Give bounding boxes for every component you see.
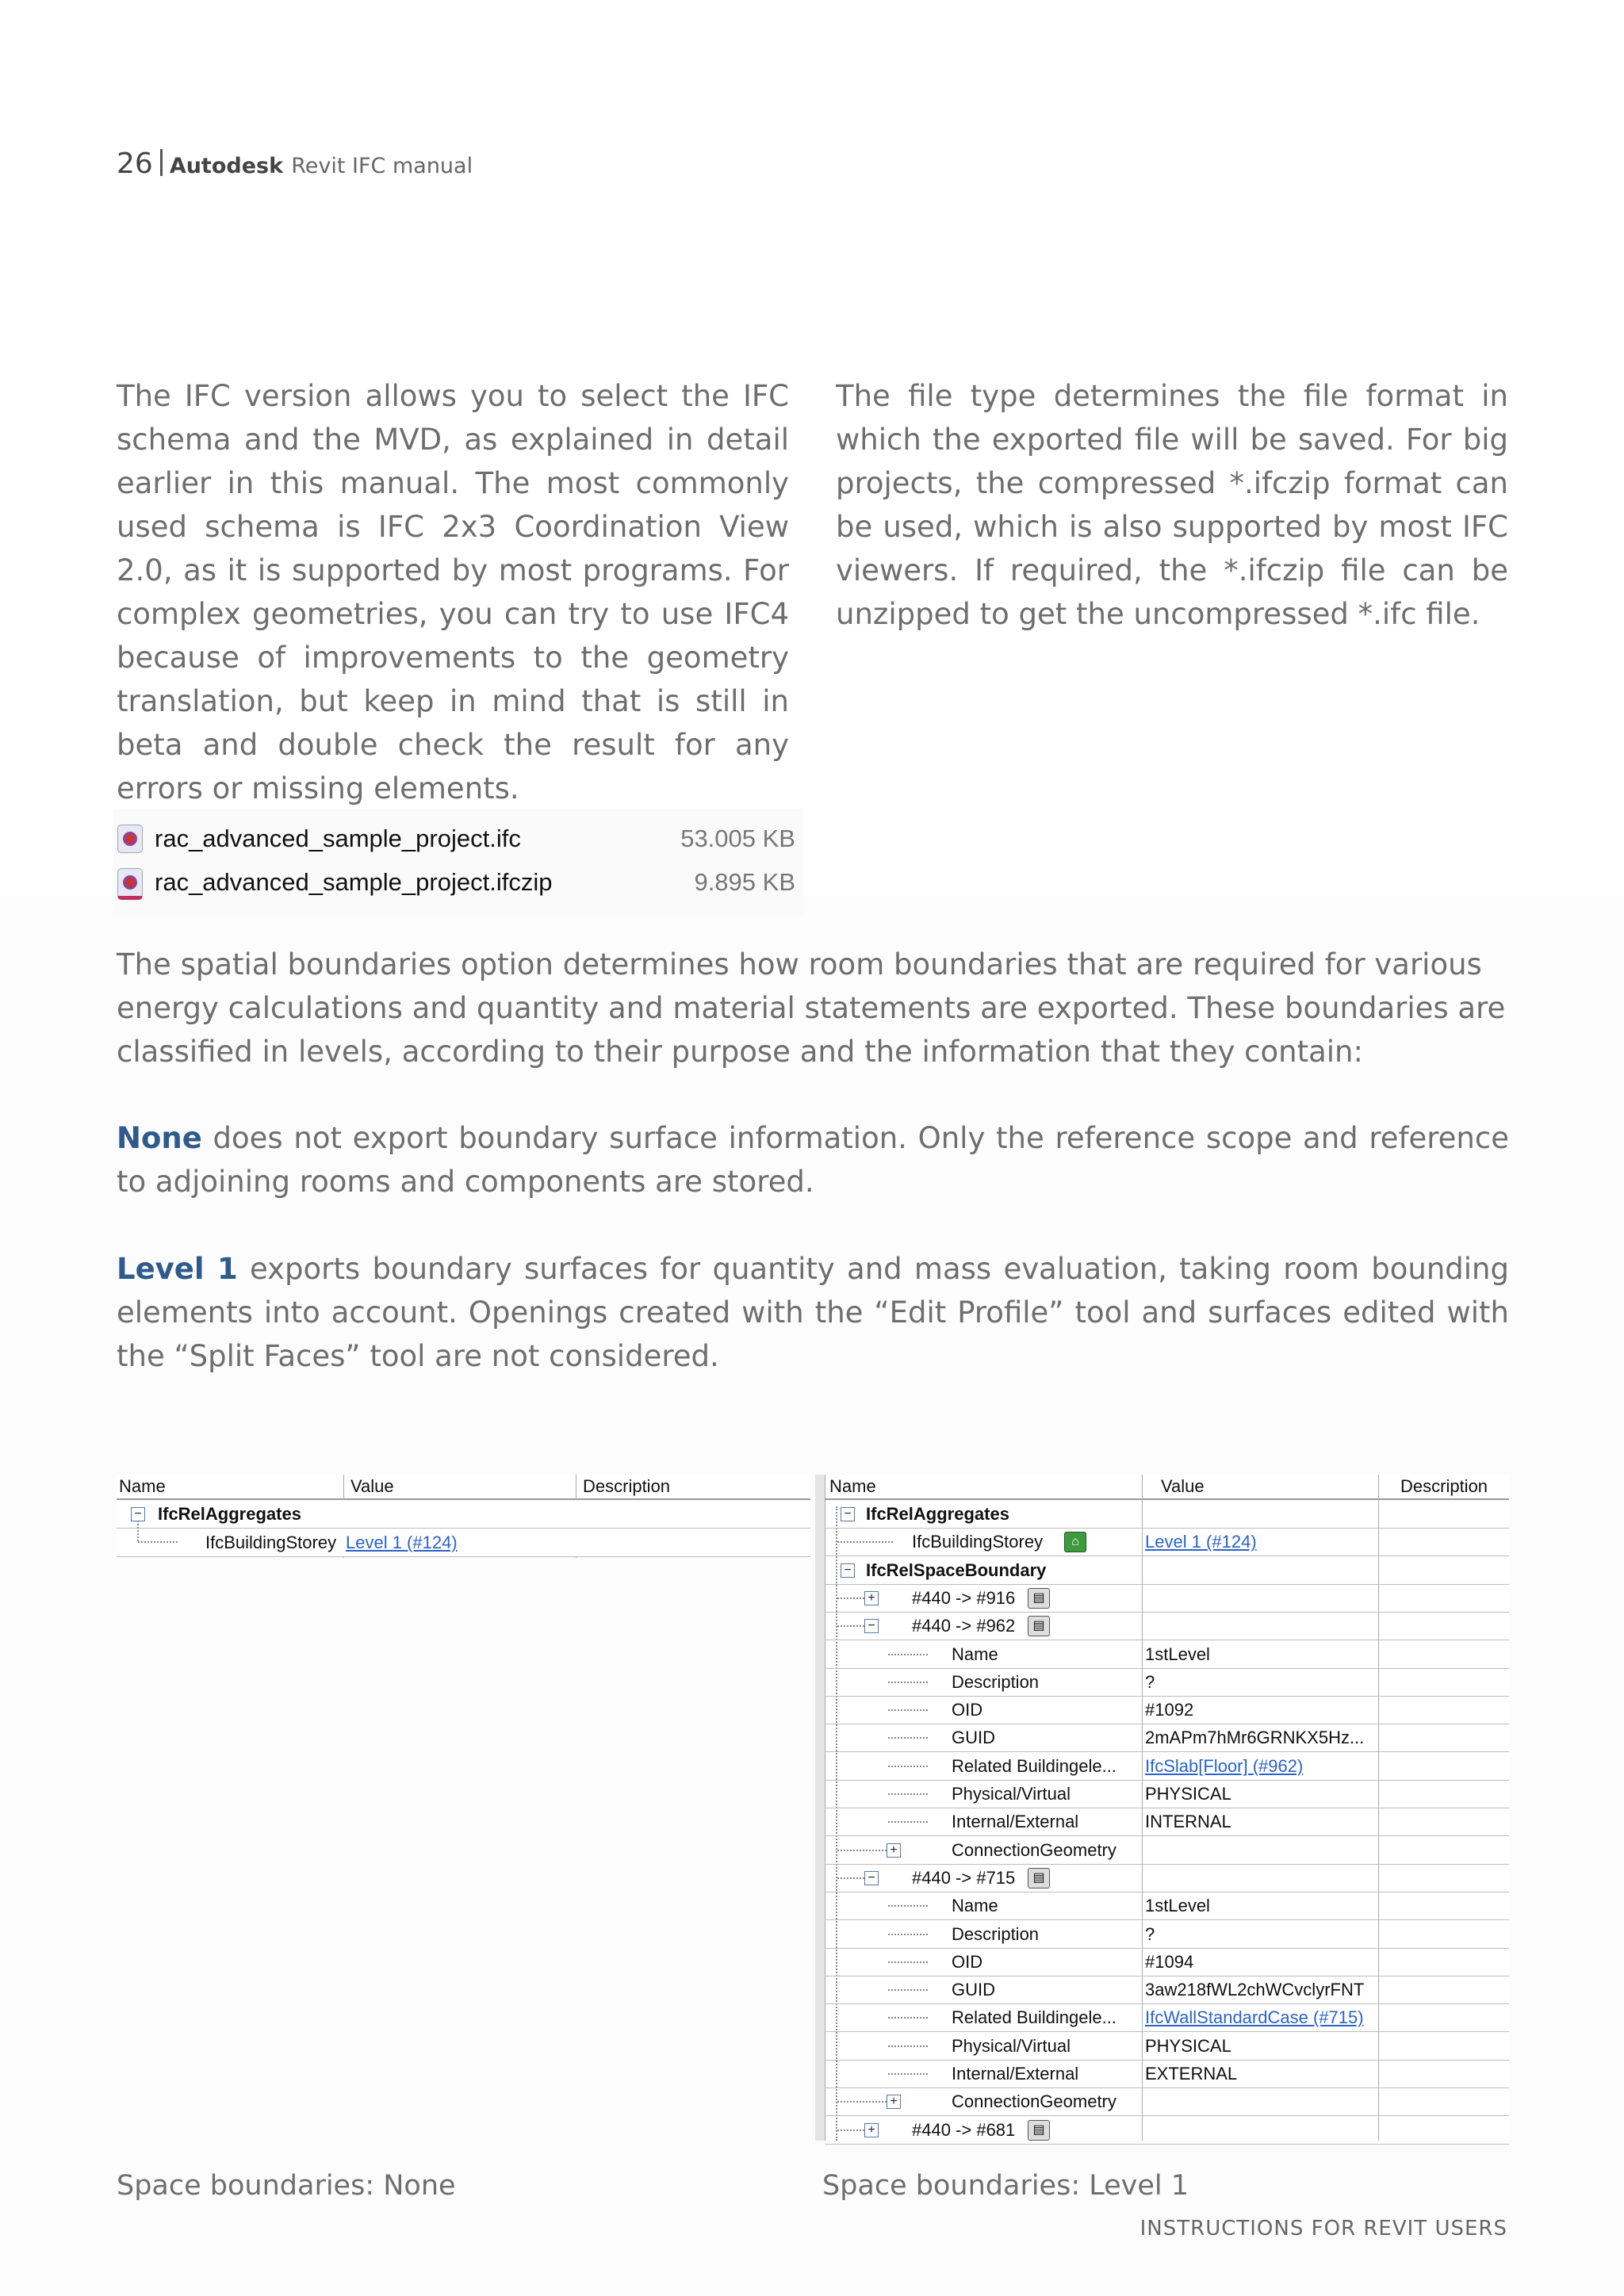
- file-name: rac_advanced_sample_project.ifc: [155, 825, 521, 852]
- header-title: Revit IFC manual: [291, 154, 473, 178]
- table-row[interactable]: [825, 2116, 1509, 2145]
- row-name: Description: [952, 1923, 1040, 1944]
- row-name: Name: [952, 1644, 998, 1664]
- expand-icon[interactable]: +: [864, 2123, 879, 2137]
- page-header: [117, 147, 473, 180]
- collapse-icon[interactable]: −: [841, 1507, 855, 1521]
- tree-line: [888, 1905, 928, 1907]
- row-name: IfcRelAggregates: [866, 1504, 1009, 1524]
- file-size: 53.005 KB: [680, 825, 795, 852]
- tree-line: [888, 1821, 928, 1823]
- row-name: Physical/Virtual: [952, 1784, 1071, 1804]
- tree-line: [138, 1541, 178, 1543]
- level1-keyword: Level 1: [117, 1252, 238, 1286]
- row-name: #440 -> #962: [912, 1616, 1016, 1636]
- row-value-link[interactable]: IfcSlab[Floor] (#962): [1145, 1755, 1304, 1776]
- boundary-icon: ▤: [1028, 2120, 1050, 2141]
- page-footer: INSTRUCTIONS FOR REVIT USERS: [1139, 2217, 1507, 2241]
- boundary-icon: ▤: [1028, 1868, 1050, 1888]
- row-value: INTERNAL: [1145, 1812, 1231, 1832]
- row-name: OID: [952, 1700, 983, 1720]
- table-row[interactable]: [825, 1836, 1509, 1865]
- row-value: PHYSICAL: [1145, 1784, 1231, 1804]
- none-paragraph: [117, 1116, 1509, 1203]
- collapse-icon[interactable]: −: [864, 1871, 879, 1885]
- tree-line: [137, 1521, 139, 1541]
- table-row[interactable]: [825, 1724, 1509, 1752]
- header-value[interactable]: Value: [1161, 1476, 1205, 1496]
- row-name: Related Buildingele...: [952, 2007, 1116, 2028]
- row-name: GUID: [952, 1728, 995, 1748]
- property-table-level1: [815, 1475, 1509, 2141]
- header-brand: Autodesk: [169, 154, 284, 178]
- tree-line: [837, 1850, 887, 1851]
- row-name: GUID: [952, 1980, 995, 2000]
- tree-line: [888, 1654, 928, 1655]
- row-value: #1092: [1145, 1700, 1194, 1720]
- row-value: 1stLevel: [1145, 1644, 1210, 1664]
- tree-line: [888, 2073, 928, 2075]
- file-size: 9.895 KB: [694, 868, 795, 896]
- row-name: ConnectionGeometry: [952, 2091, 1116, 2112]
- header-name[interactable]: Name: [829, 1476, 876, 1496]
- row-name: IfcRelSpaceBoundary: [866, 1559, 1047, 1580]
- table-row[interactable]: [825, 1920, 1509, 1949]
- table-row[interactable]: [825, 2032, 1509, 2061]
- header-value[interactable]: Value: [350, 1476, 394, 1496]
- expand-icon[interactable]: +: [864, 1591, 879, 1605]
- table-row[interactable]: [825, 1780, 1509, 1808]
- row-name: #440 -> #681: [912, 2119, 1016, 2140]
- table-row[interactable]: [825, 1528, 1509, 1556]
- tree-line: [837, 1598, 864, 1599]
- table-row[interactable]: [825, 1752, 1509, 1781]
- row-value: ?: [1145, 1923, 1155, 1944]
- table-row[interactable]: [825, 1892, 1509, 1920]
- header-separator: [160, 149, 163, 176]
- row-name: IfcBuildingStorey: [205, 1533, 337, 1552]
- tree-line: [888, 1709, 928, 1711]
- table-row[interactable]: [825, 1696, 1509, 1724]
- tree-line: [888, 1682, 928, 1683]
- row-value: 2mAPm7hMr6GRNKX5Hz...: [1145, 1728, 1365, 1748]
- row-value: ?: [1145, 1671, 1155, 1692]
- row-name: IfcRelAggregates: [158, 1504, 301, 1524]
- row-value-link[interactable]: Level 1 (#124): [346, 1533, 458, 1552]
- none-keyword: None: [117, 1121, 202, 1155]
- file-row-ifczip[interactable]: [113, 862, 795, 903]
- table-row[interactable]: [825, 1668, 1509, 1697]
- tree-line: [888, 2045, 928, 2047]
- spatial-boundaries-paragraph: The spatial boundaries option determines how room boundaries that are required for various energy calculations and quantity and material statements are exported. These boundaries are classified in levels, according to their purpose and the information that they contain:: [117, 947, 1506, 1069]
- tree-line: [888, 1989, 928, 1991]
- header-description[interactable]: Description: [1400, 1476, 1488, 1496]
- level1-paragraph: [117, 1247, 1509, 1378]
- table-row[interactable]: [825, 1584, 1509, 1613]
- file-type-paragraph: The file type determines the file format in which the exported file will be saved. For big projects, the compressed *.ifczip format can be used, which is also supported by most IFC viewers. If required, the *.ifczip file can be unzipped to get the uncompressed *.ifc file.: [836, 379, 1508, 631]
- header-description[interactable]: Description: [583, 1476, 671, 1496]
- table-row[interactable]: [825, 2060, 1509, 2088]
- page-number: 26: [117, 147, 153, 180]
- table-row[interactable]: [825, 1640, 1509, 1669]
- row-value: EXTERNAL: [1145, 2064, 1238, 2084]
- row-name: #440 -> #715: [912, 1867, 1016, 1888]
- table-row[interactable]: [825, 2087, 1509, 2116]
- tree-line: [837, 2101, 887, 2103]
- tree-line: [888, 1766, 928, 1767]
- expand-icon[interactable]: +: [887, 2095, 901, 2109]
- tree-line: [837, 1877, 864, 1879]
- collapse-icon[interactable]: −: [841, 1563, 855, 1578]
- row-value: #1094: [1145, 1951, 1194, 1972]
- table-row[interactable]: [117, 1529, 810, 1557]
- tree-line: [888, 1793, 928, 1795]
- table-row[interactable]: [825, 1948, 1509, 1976]
- expand-icon[interactable]: +: [887, 1843, 901, 1858]
- tree-line: [837, 1625, 864, 1627]
- row-value: 3aw218fWL2chWCvclyrFNT: [1145, 1980, 1365, 2000]
- row-name: Internal/External: [952, 2064, 1079, 2084]
- table-row[interactable]: [825, 1500, 1509, 1529]
- row-name: Description: [952, 1671, 1040, 1692]
- table-row[interactable]: [825, 2003, 1509, 2032]
- building-storey-icon: ⌂: [1064, 1532, 1086, 1552]
- collapse-icon[interactable]: −: [131, 1507, 145, 1521]
- table-row[interactable]: [825, 1864, 1509, 1892]
- ifc-file-icon: [117, 825, 143, 853]
- tree-line: [888, 2017, 928, 2019]
- collapse-icon[interactable]: −: [864, 1619, 879, 1633]
- boundary-icon: ▤: [1028, 1616, 1050, 1636]
- row-value: 1stLevel: [1145, 1896, 1210, 1916]
- row-name: #440 -> #916: [912, 1587, 1016, 1608]
- table-row[interactable]: [825, 1808, 1509, 1836]
- property-table-none: [117, 1475, 810, 1558]
- table-row[interactable]: [117, 1500, 810, 1529]
- row-name: ConnectionGeometry: [952, 1839, 1116, 1860]
- tree-line: [888, 1961, 928, 1963]
- row-name: Internal/External: [952, 1812, 1079, 1832]
- table-row[interactable]: [825, 1976, 1509, 2004]
- caption-none: Space boundaries: None: [117, 2170, 456, 2202]
- none-description: does not export boundary surface information. Only the reference scope and reference to adjoining rooms and components are stored.: [117, 1121, 1509, 1199]
- table-header: [825, 1475, 1509, 1500]
- row-name: OID: [952, 1951, 983, 1972]
- row-value-link[interactable]: Level 1 (#124): [1145, 1532, 1257, 1552]
- file-list: [113, 809, 803, 916]
- tree-line: [888, 1737, 928, 1739]
- row-value-link[interactable]: IfcWallStandardCase (#715): [1145, 2007, 1364, 2028]
- file-name: rac_advanced_sample_project.ifczip: [155, 868, 553, 896]
- boundary-icon: ▤: [1028, 1588, 1050, 1609]
- tree-line: [888, 1934, 928, 1935]
- row-name: IfcBuildingStorey: [912, 1532, 1044, 1552]
- header-name[interactable]: Name: [119, 1476, 166, 1496]
- ifc-version-paragraph: The IFC version allows you to select the IFC schema and the MVD, as explained in detail earlier in this manual. The most commonly used schema is IFC 2x3 Coordination View 2.0, as it is supported by most programs. For complex geometries, you can try to use IFC4 because of improvements to the geometry translation, but keep in mind that is still in beta and double check the result for any errors or missing elements.: [117, 379, 789, 806]
- level1-description: exports boundary surfaces for quantity and mass evaluation, taking room bounding elements into account. Openings created with the “Edit Profile” tool and surfaces edited with the “Split Faces” tool are not considered.: [117, 1252, 1509, 1373]
- row-name: Name: [952, 1896, 998, 1916]
- table-row[interactable]: [825, 1612, 1509, 1640]
- row-value: PHYSICAL: [1145, 2035, 1231, 2056]
- row-name: Physical/Virtual: [952, 2035, 1071, 2056]
- row-name: Related Buildingele...: [952, 1755, 1116, 1776]
- caption-level1: Space boundaries: Level 1: [822, 2170, 1189, 2202]
- file-row-ifc[interactable]: [113, 818, 795, 859]
- ifczip-file-icon: [117, 868, 143, 900]
- tree-line: [837, 2130, 864, 2131]
- table-header: [117, 1475, 810, 1500]
- tree-line: [837, 1541, 893, 1543]
- table-row[interactable]: [825, 1556, 1509, 1585]
